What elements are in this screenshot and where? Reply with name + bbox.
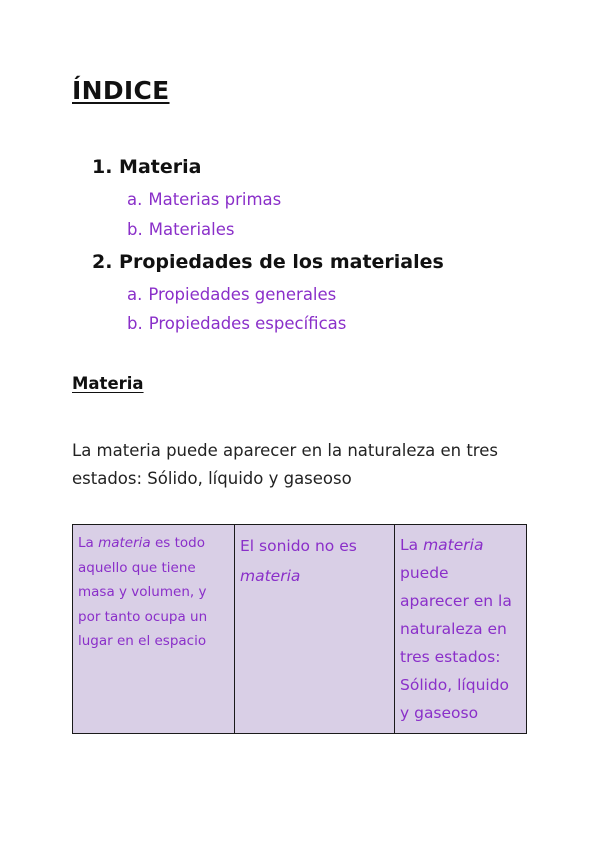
cell-emphasis: materia	[98, 535, 151, 551]
toc-subitem-materiales	[127, 220, 235, 239]
toc-subitem-materias-primas	[127, 190, 281, 209]
toc-subitem-text: Propiedades específicas	[148, 314, 347, 333]
cell-text: La	[78, 535, 99, 551]
section-heading: Materia	[72, 374, 144, 393]
section-paragraph: La materia puede aparecer en la naturaleza en tres estados: Sólido, líquido y gaseoso	[72, 441, 498, 488]
toc-subitem-letter: a.	[127, 190, 143, 209]
toc-subitem-letter: b.	[127, 314, 143, 333]
cell-text: es todo aquello que tiene masa y volumen, y por tanto ocupa un lugar en el espacio	[78, 535, 208, 650]
cell-emphasis: materia	[423, 536, 484, 554]
toc-subitem-text: Propiedades generales	[148, 285, 337, 304]
cell-emphasis: materia	[240, 567, 301, 585]
table-cell-definition	[73, 525, 235, 734]
toc-subitem-letter: a.	[127, 285, 143, 304]
toc-item-materia: 1. Materia	[92, 156, 202, 178]
cell-text: El sonido no es	[240, 537, 357, 555]
toc-subitem-propiedades-generales	[127, 285, 336, 304]
toc-subitem-text: Materias primas	[148, 190, 282, 209]
table-cell-estados	[395, 525, 527, 734]
cell-text: puede aparecer en la naturaleza en tres estados: Sólido, líquido y gaseoso	[400, 564, 512, 722]
toc-item-propiedades: 2. Propiedades de los materiales	[92, 251, 444, 273]
table-cell-sonido	[235, 525, 395, 734]
toc-subitem-propiedades-especificas	[127, 314, 346, 333]
toc-subitem-letter: b.	[127, 220, 143, 239]
toc-subitem-text: Materiales	[148, 220, 235, 239]
table-row	[73, 525, 527, 734]
definition-table	[72, 524, 527, 734]
index-title: ÍNDICE	[72, 76, 170, 105]
cell-text: La	[400, 536, 424, 554]
